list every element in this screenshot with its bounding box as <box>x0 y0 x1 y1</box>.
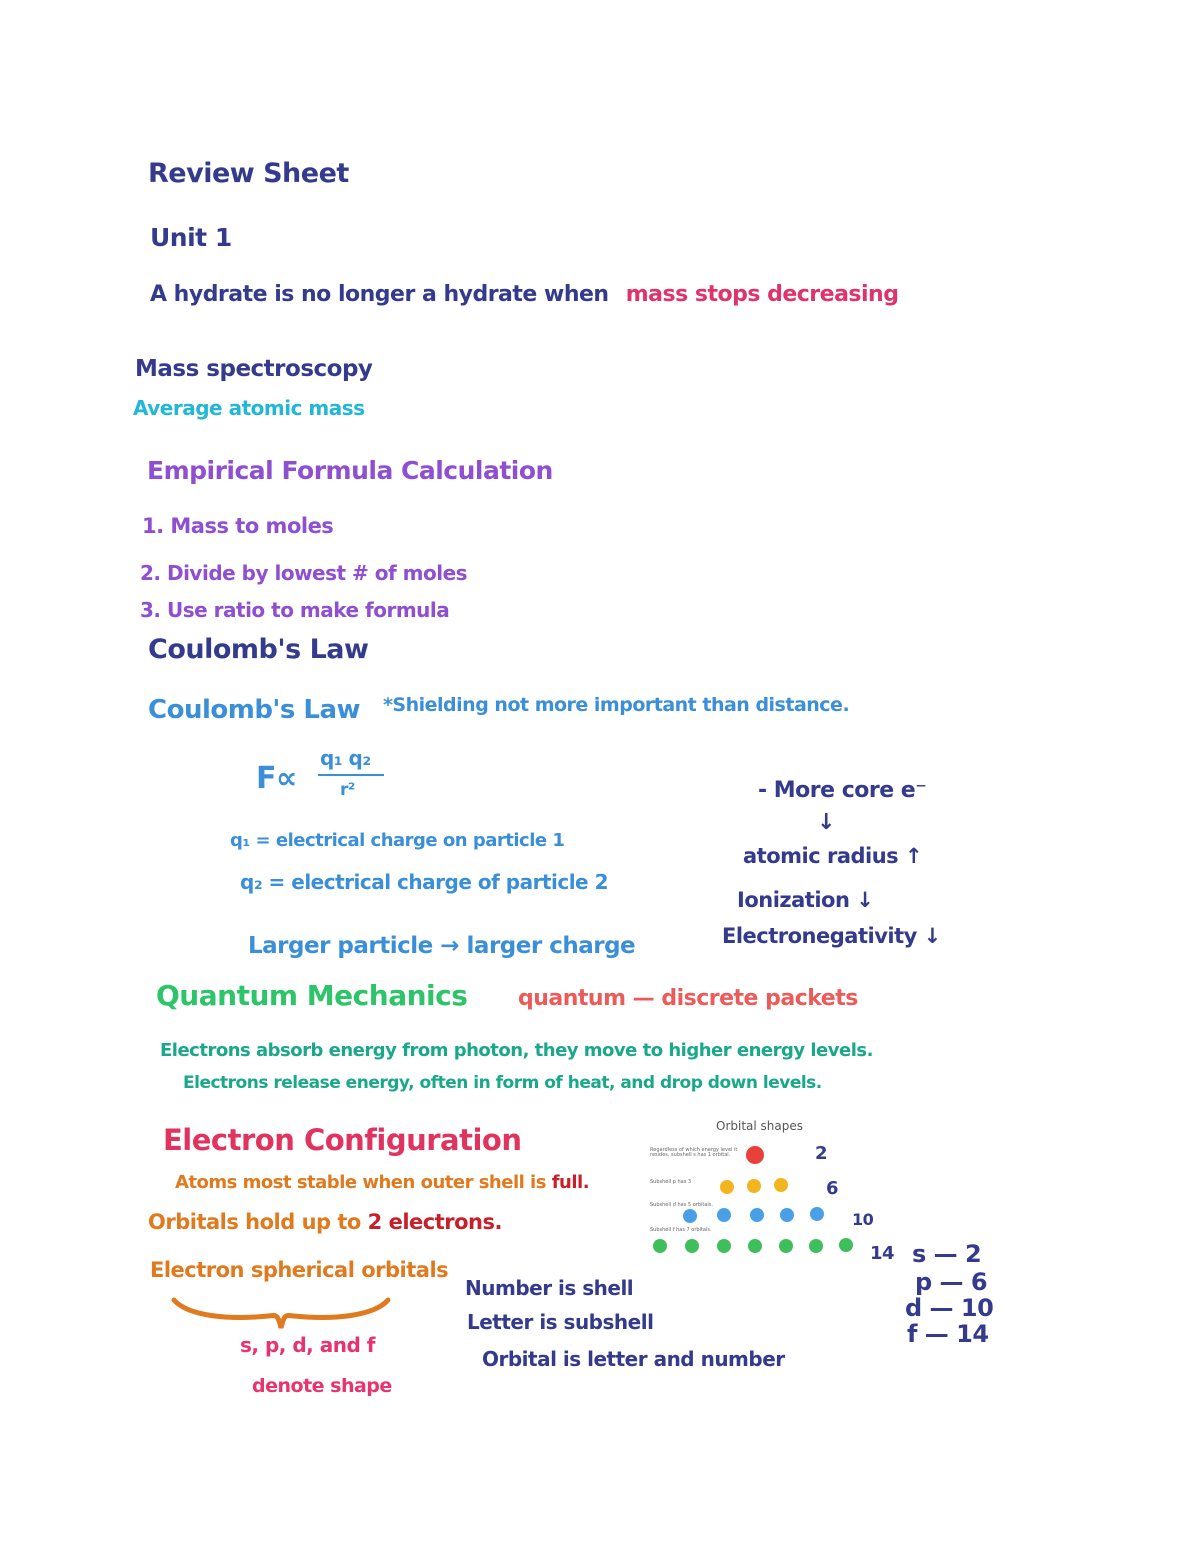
average-atomic-mass: Average atomic mass <box>133 396 365 420</box>
spherical-orbitals: Electron spherical orbitals <box>150 1258 449 1282</box>
orbital-figure-title: Orbital shapes <box>716 1119 803 1133</box>
stable-line <box>175 1174 589 1192</box>
quantum-release-line: Electrons release energy, often in form of heat, and drop down levels. <box>183 1073 822 1093</box>
orbitals-prefix: Orbitals hold up to <box>148 1210 361 1234</box>
orbital-definition: Orbital is letter and number <box>482 1347 785 1371</box>
capacity-s: s — 2 <box>912 1240 982 1268</box>
empirical-step-2: 2. Divide by lowest # of moles <box>140 561 468 585</box>
empirical-step-3: 3. Use ratio to make formula <box>140 598 450 622</box>
orbital-d-label: Subshell d has 5 orbitals. <box>650 1202 713 1208</box>
q2-definition: q₂ = electrical charge of particle 2 <box>240 870 608 894</box>
capacity-d: d — 10 <box>905 1294 994 1322</box>
econfig-heading: Electron Configuration <box>163 1123 522 1157</box>
count-d: 10 <box>852 1210 874 1229</box>
coulomb-heading: Coulomb's Law <box>148 634 369 665</box>
trend-atomic-radius: atomic radius ↑ <box>743 844 923 868</box>
larger-particle-note: Larger particle → larger charge <box>248 933 636 959</box>
hydrate-prefix: A hydrate is no longer a hydrate when <box>150 282 609 307</box>
orbital-p-label: Subshell p has 3 <box>650 1179 692 1185</box>
coulomb-subheading: Coulomb's Law <box>148 695 361 725</box>
page-title: Review Sheet <box>148 158 349 189</box>
quantum-absorb-line: Electrons absorb energy from photon, they move to higher energy levels. <box>160 1040 873 1061</box>
formula-numerator: q₁ q₂ <box>320 746 371 770</box>
spdf-letters: s, p, d, and f <box>240 1333 375 1357</box>
fraction-bar <box>318 774 384 776</box>
unit-heading: Unit 1 <box>150 223 232 252</box>
trend-core-electrons: - More core e⁻ <box>758 778 927 803</box>
q1-definition: q₁ = electrical charge on particle 1 <box>230 830 565 851</box>
number-is-shell: Number is shell <box>465 1276 634 1300</box>
trend-arrow-down: ↓ <box>817 810 835 835</box>
capacity-f: f — 14 <box>907 1320 989 1348</box>
denote-shape: denote shape <box>252 1375 392 1397</box>
shielding-note: *Shielding not more important than distance. <box>383 694 850 716</box>
stable-suffix: full. <box>551 1172 590 1193</box>
quantum-heading: Quantum Mechanics <box>156 979 468 1012</box>
trend-electronegativity: Electronegativity ↓ <box>722 924 941 948</box>
empirical-heading: Empirical Formula Calculation <box>147 456 553 485</box>
orbitals-suffix: 2 electrons. <box>367 1210 502 1234</box>
count-f: 14 <box>870 1243 895 1264</box>
empirical-step-1: 1. Mass to moles <box>142 514 334 538</box>
hydrate-highlight: mass stops decreasing <box>625 282 899 307</box>
orbital-s-label: Regardless of which energy level it resides, subshell s has 1 orbital. <box>650 1147 738 1158</box>
trend-ionization: Ionization ↓ <box>737 888 874 912</box>
orbitals-line <box>148 1212 502 1233</box>
capacity-p: p — 6 <box>915 1268 988 1296</box>
count-s: 2 <box>815 1143 828 1164</box>
quantum-definition: quantum — discrete packets <box>518 986 858 1011</box>
orbital-f-label: Subshell f has 7 orbitals. <box>650 1227 712 1233</box>
letter-is-subshell: Letter is subshell <box>467 1310 654 1334</box>
stable-prefix: Atoms most stable when outer shell is <box>175 1172 546 1193</box>
count-p: 6 <box>826 1178 839 1199</box>
curly-brace <box>168 1294 394 1334</box>
formula-lhs: F∝ <box>256 761 297 796</box>
hydrate-line <box>150 284 898 306</box>
formula-denominator: r² <box>340 780 355 800</box>
mass-spec-heading: Mass spectroscopy <box>135 356 373 382</box>
